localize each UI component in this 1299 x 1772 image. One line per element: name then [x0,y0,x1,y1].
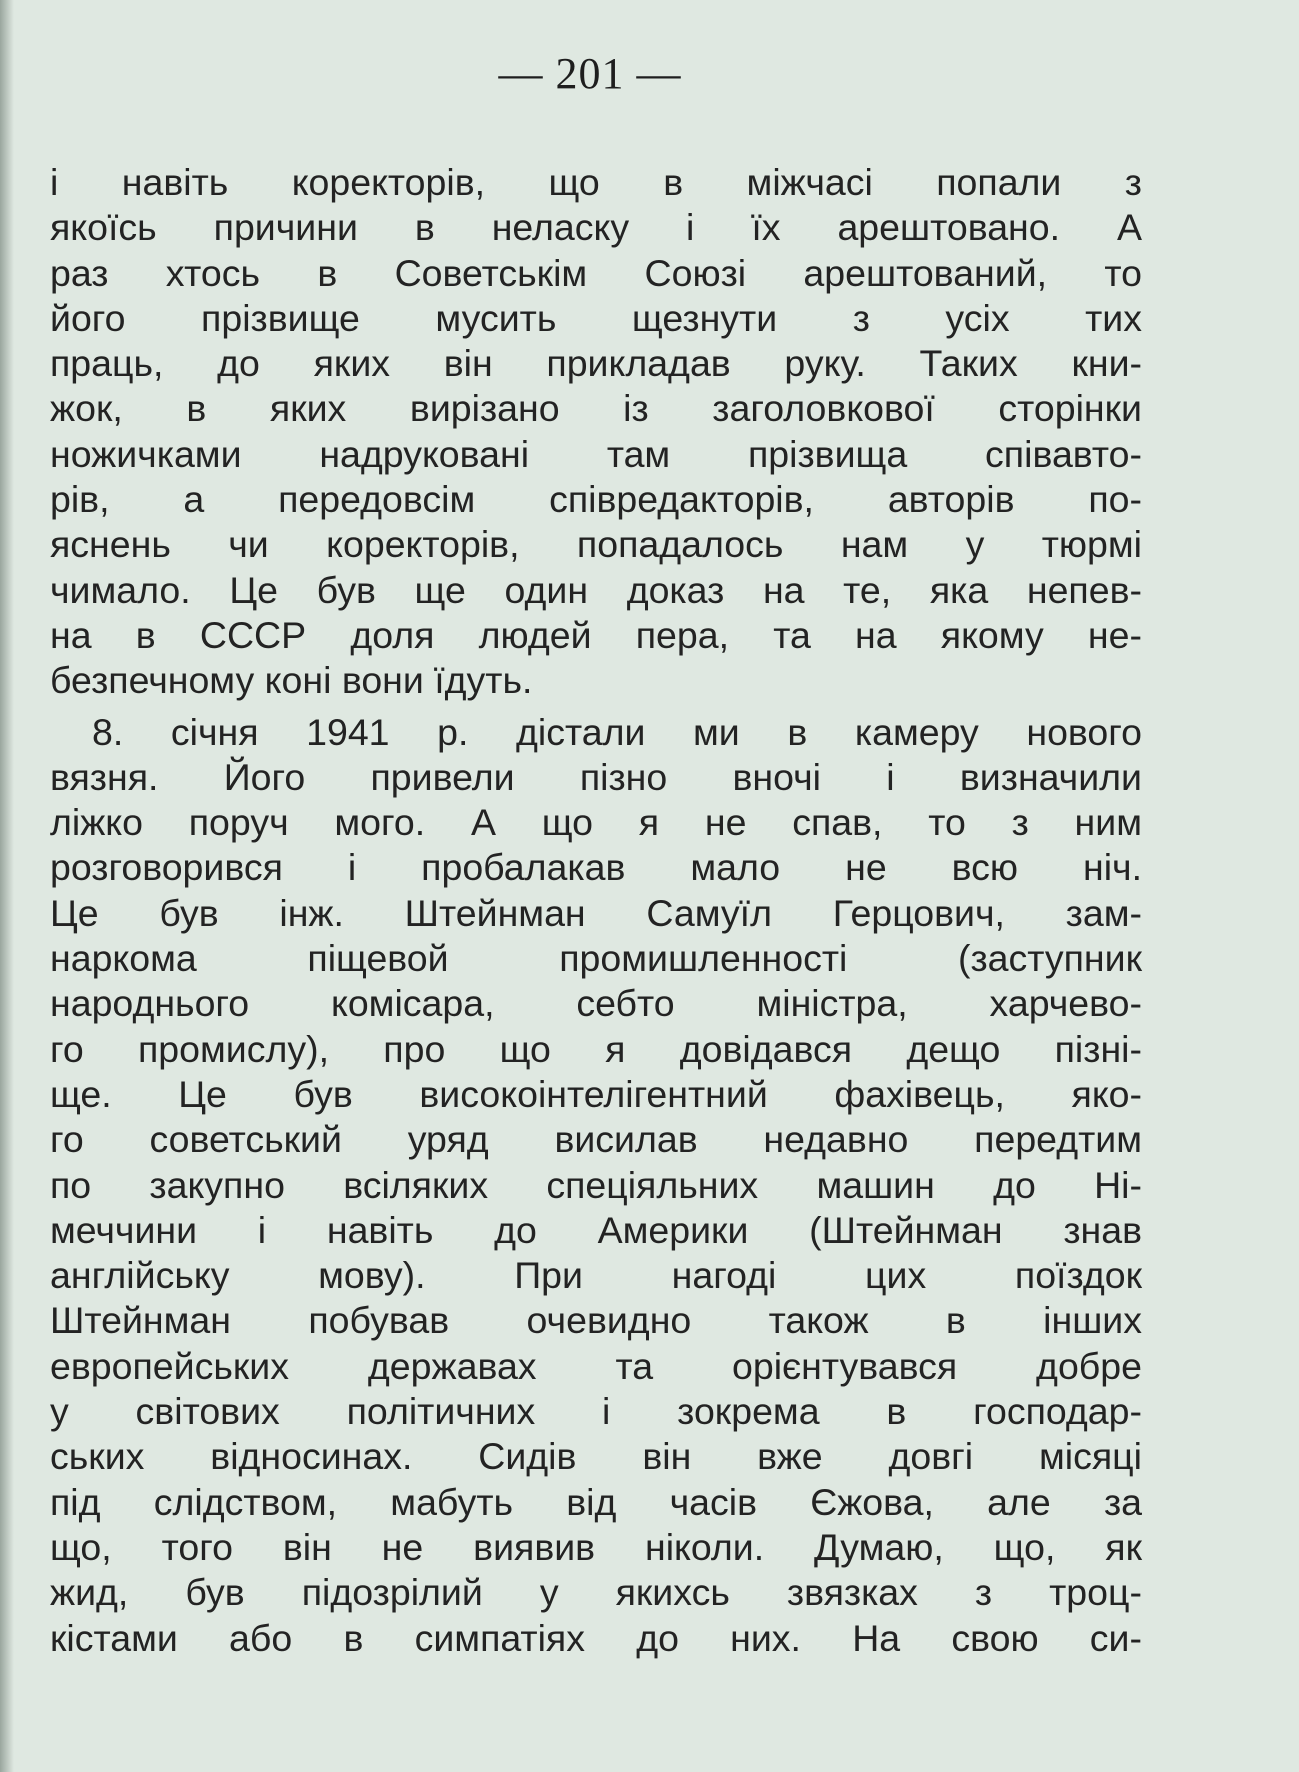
text-line: у світових політичних і зокрема в господар- [50,1390,1142,1433]
text-line: наркома піщевой промишленності (заступник [50,937,1142,980]
text-line: його прізвище мусить щезнути з усіх тих [50,296,1142,339]
page-number: — 201 — [498,49,682,98]
text-line: праць, до яких він прикладав руку. Таких кни- [50,342,1142,385]
text-line: 8. січня 1941 р. дістали ми в камеру нового [92,710,1142,753]
text-line: жок, в яких вирізано із заголовкової сторінки [50,387,1142,430]
text-line: на в СССР доля людей пера, та на якому не- [50,613,1142,656]
text-line: го советський уряд висилав недавно передтим [50,1118,1142,1161]
text-line: жид, був підозрілий у якихсь звязках з троц- [50,1571,1142,1614]
text-line: рів, а передовсім співредакторів, авторів по- [50,478,1142,521]
paragraph [50,710,1142,1661]
text-line: по закупно всіляких спеціяльних машин до Ні- [50,1163,1142,1206]
text-line: ще. Це був високоінтелігентний фахівець, яко- [50,1072,1142,1115]
text-line: і навіть коректорів, що в міжчасі попали з [50,161,1142,203]
text-line: Штейнман побував очевидно також в інших [50,1299,1142,1342]
page-spine-shadow [0,0,14,1772]
text-line: англійську мову). При нагоді цих поїздок [50,1254,1142,1297]
text-line: яснень чи коректорів, попадалось нам у тюрмі [50,523,1142,566]
text-line: розговорився і пробалакав мало не всю ніч. [50,846,1142,889]
text-line: раз хтось в Советськім Союзі арештований, то [50,251,1142,294]
text-line: меччини і навіть до Америки (Штейнман знав [50,1208,1142,1251]
text-line: що, того він не виявив ніколи. Думаю, що, як [50,1525,1142,1568]
paragraph [50,160,1142,704]
text-line: Це був інж. Штейнман Самуїл Герцович, зам- [50,891,1142,934]
text-line: якоїсь причини в неласку і їх арештовано. А [50,206,1142,249]
text-line: ських відносинах. Сидів він вже довгі місяці [50,1435,1142,1478]
text-line: европейських державах та орієнтувався добре [50,1344,1142,1387]
text-line: го промислу), про що я довідався дещо пізні- [50,1027,1142,1070]
text-line: безпечному коні вони їдуть. [50,659,533,702]
text-line: чимало. Це був ще один доказ на те, яка непев- [50,568,1142,611]
text-line: народнього комісара, себто міністра, харчево- [50,982,1142,1025]
text-line: ліжко поруч мого. А що я не спав, то з ним [50,801,1142,844]
text-line: під слідством, мабуть від часів Єжова, але за [50,1480,1142,1523]
text-line: кістами або в симпатіях до них. На свою си- [50,1616,1142,1659]
body-text [50,160,1142,1661]
text-line: ножичками надруковані там прізвища співавто- [50,432,1142,475]
text-line: вязня. Його привели пізно вночі і визначили [50,755,1142,798]
